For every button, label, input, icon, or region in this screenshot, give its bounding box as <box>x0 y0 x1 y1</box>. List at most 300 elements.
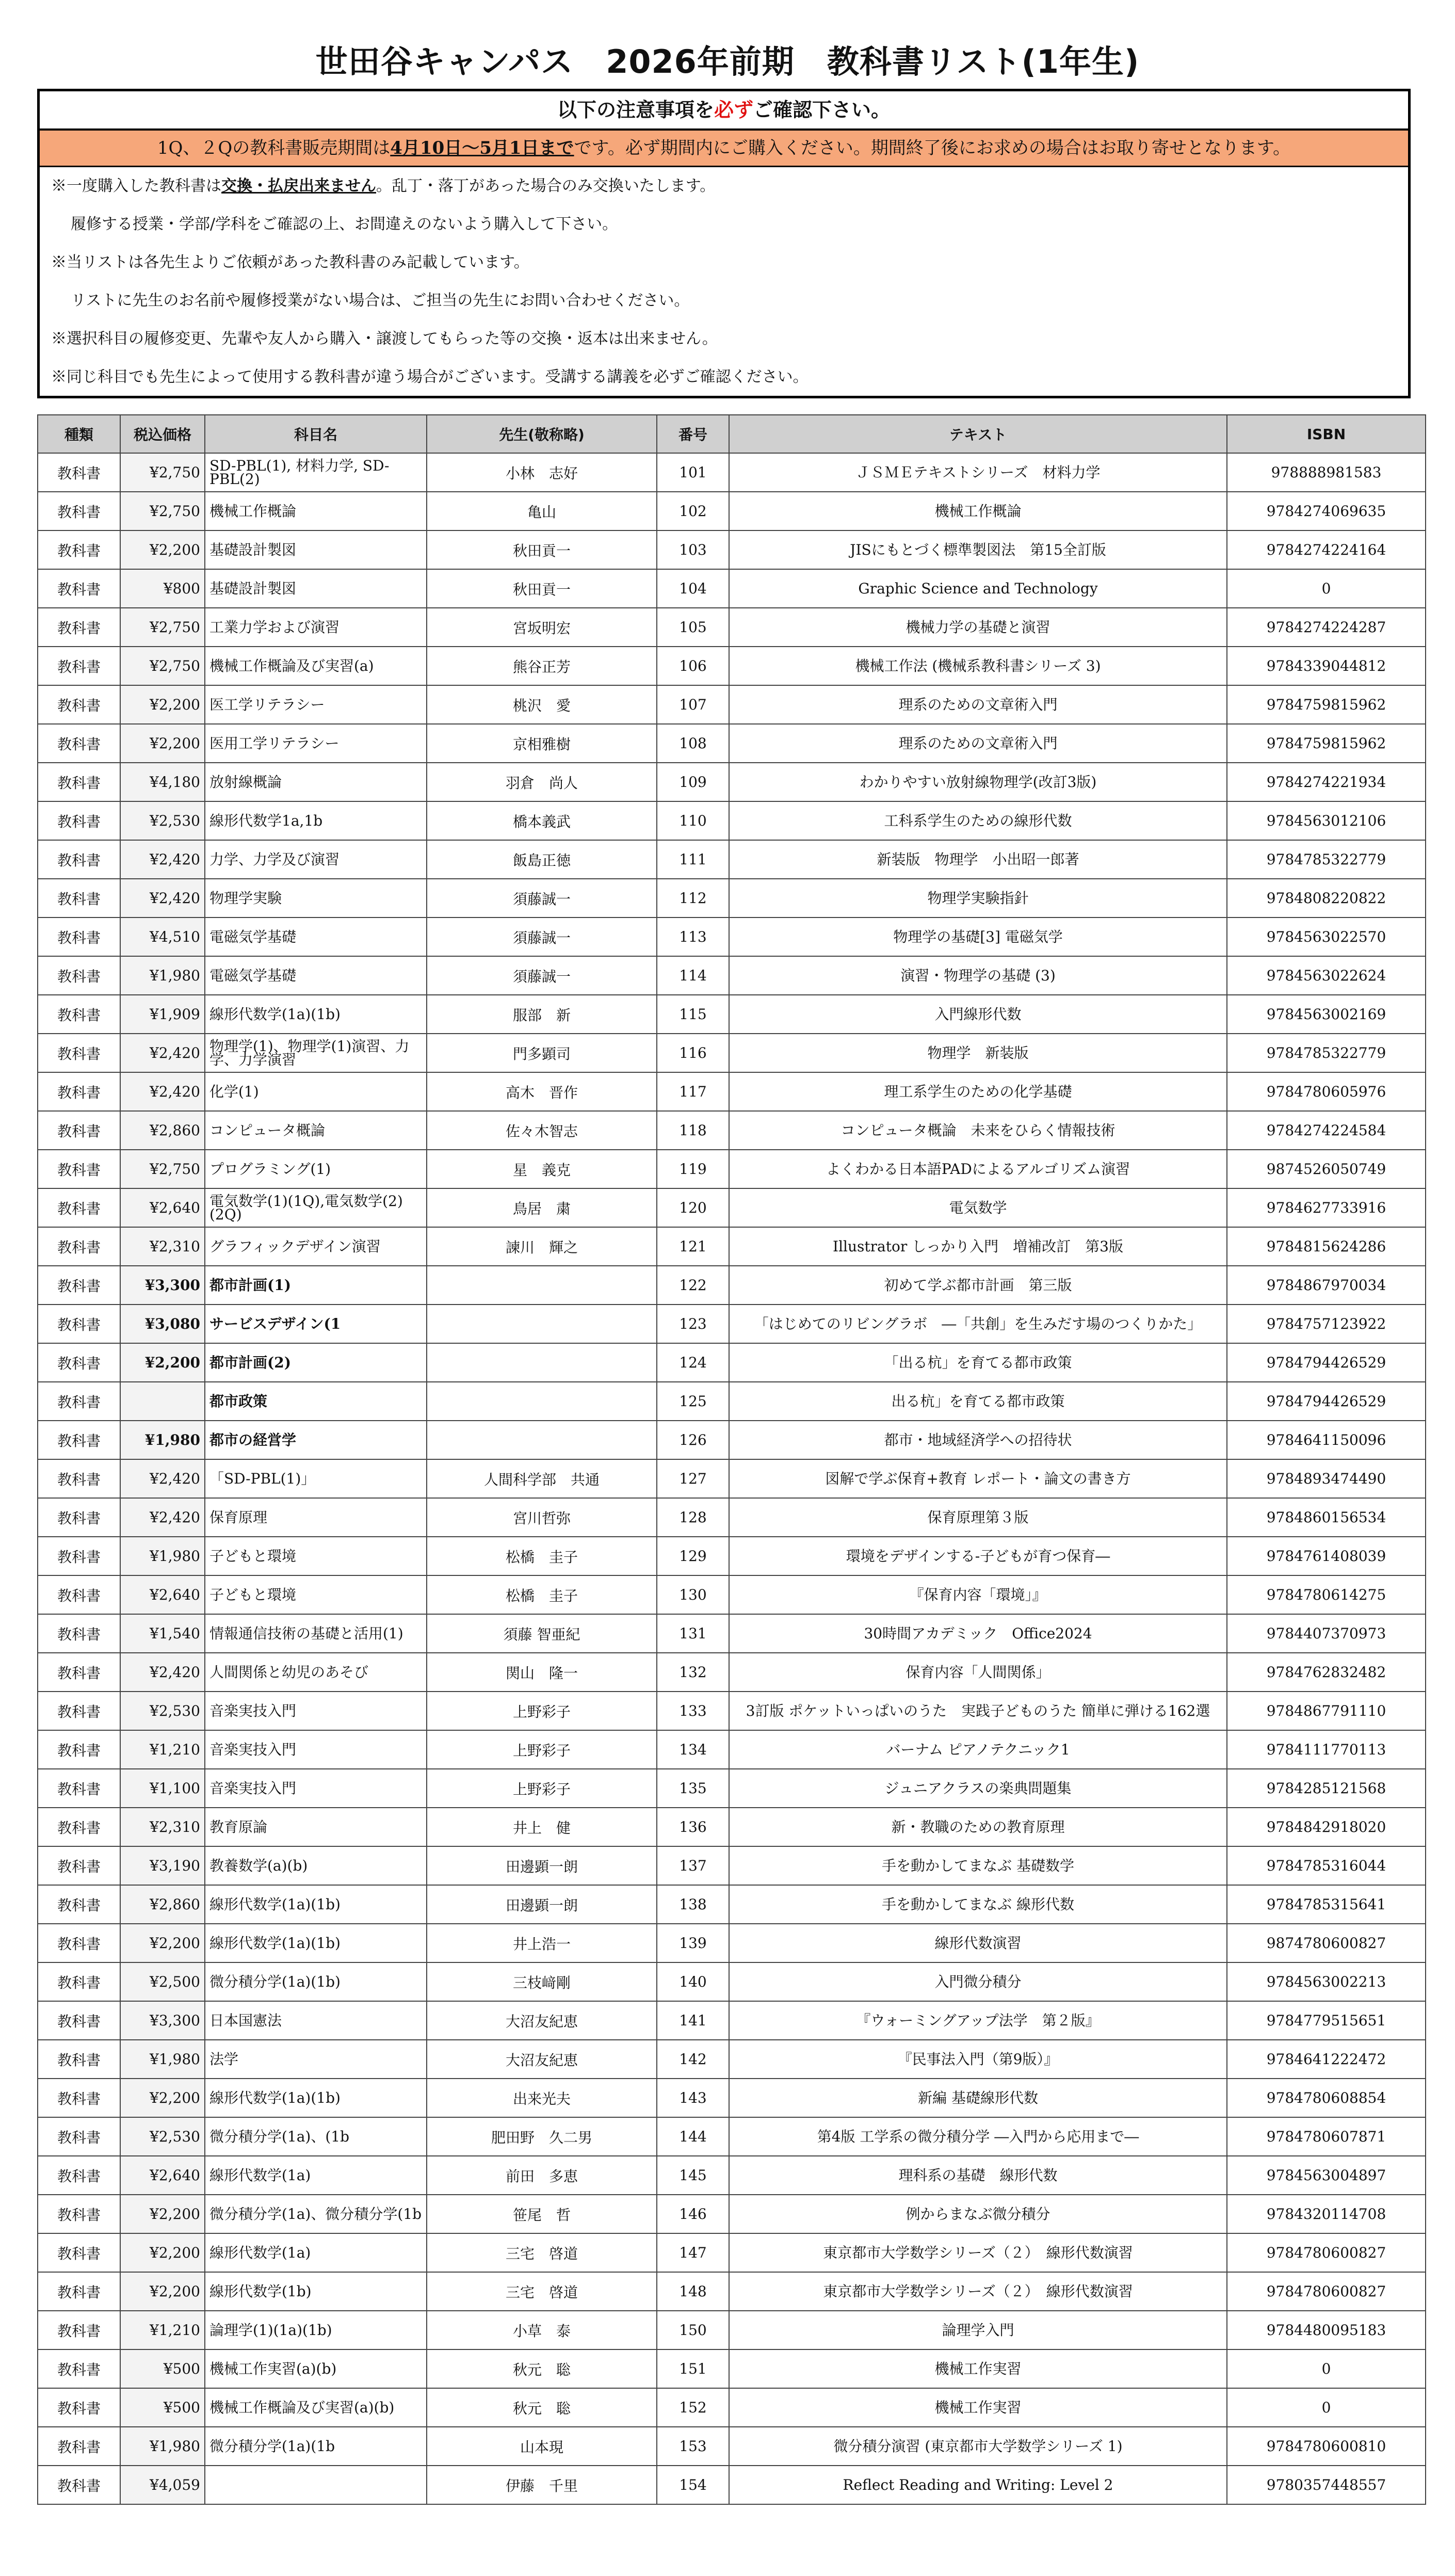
header-teacher: 先生(敬称略) <box>427 415 657 453</box>
cell-price <box>120 1382 205 1421</box>
cell-subject: サービスデザイン(1 <box>205 1305 427 1343</box>
cell-isbn: 9784274221934 <box>1227 763 1426 801</box>
cell-number: 101 <box>657 453 729 492</box>
cell-type: 教科書 <box>38 1885 120 1924</box>
cell-isbn: 9784320114708 <box>1227 2195 1426 2233</box>
cell-price: ¥2,750 <box>120 608 205 647</box>
cell-subject: 化学(1) <box>205 1072 427 1111</box>
cell-isbn: 9784785322779 <box>1227 1034 1426 1072</box>
cell-text: 保育原理第３版 <box>729 1498 1227 1537</box>
cell-price: ¥2,420 <box>120 1459 205 1498</box>
cell-number: 112 <box>657 879 729 917</box>
table-row <box>38 1111 1426 1150</box>
cell-price: ¥1,980 <box>120 1537 205 1575</box>
cell-number: 133 <box>657 1692 729 1730</box>
cell-teacher: 須藤誠一 <box>427 956 657 995</box>
cell-subject: 微分積分学(1a)、微分積分学(1b <box>205 2195 427 2233</box>
cell-number: 118 <box>657 1111 729 1150</box>
cell-text: 機械工作実習 <box>729 2388 1227 2427</box>
notice-line-list: ※当リストは各先生よりご依頼があった教科書のみ記載しています。 <box>51 253 529 271</box>
cell-text: 都市・地域経済学への招待状 <box>729 1421 1227 1459</box>
cell-text: 入門微分積分 <box>729 1962 1227 2001</box>
cell-text: JISにもとづく標準製図法 第15全訂版 <box>729 530 1227 569</box>
cell-number: 116 <box>657 1034 729 1072</box>
cell-type: 教科書 <box>38 453 120 492</box>
cell-type: 教科書 <box>38 685 120 724</box>
cell-isbn: 9784780600827 <box>1227 2272 1426 2311</box>
cell-number: 143 <box>657 2079 729 2117</box>
cell-type: 教科書 <box>38 2466 120 2504</box>
cell-price: ¥2,310 <box>120 1227 205 1266</box>
notice-line-inquiry: リストに先生のお名前や履修授業がない場合は、ご担当の先生にお問い合わせください。 <box>71 292 690 310</box>
cell-text: 第4版 工学系の微分積分学 ―入門から応用まで― <box>729 2117 1227 2156</box>
cell-teacher: 須藤誠一 <box>427 917 657 956</box>
cell-teacher: 須藤誠一 <box>427 879 657 917</box>
cell-number: 147 <box>657 2233 729 2272</box>
table-row <box>38 840 1426 879</box>
table-row <box>38 2388 1426 2427</box>
cell-text: Graphic Science and Technology <box>729 569 1227 608</box>
cell-text: 機械工作実習 <box>729 2349 1227 2388</box>
cell-text: 入門線形代数 <box>729 995 1227 1034</box>
cell-teacher: 飯島正徳 <box>427 840 657 879</box>
cell-text: ジュニアクラスの楽典問題集 <box>729 1769 1227 1808</box>
cell-teacher: 田邊顕一朗 <box>427 1846 657 1885</box>
cell-type: 教科書 <box>38 840 120 879</box>
cell-teacher: 秋田貢一 <box>427 530 657 569</box>
cell-teacher: 田邊顕一朗 <box>427 1885 657 1924</box>
cell-type: 教科書 <box>38 1498 120 1537</box>
cell-price: ¥2,200 <box>120 2195 205 2233</box>
cell-isbn: 9784285121568 <box>1227 1769 1426 1808</box>
table-row <box>38 724 1426 763</box>
table-row <box>38 2466 1426 2504</box>
header-number: 番号 <box>657 415 729 453</box>
cell-subject: 子どもと環境 <box>205 1575 427 1614</box>
table-row <box>38 1962 1426 2001</box>
cell-type: 教科書 <box>38 1692 120 1730</box>
cell-teacher: 山本現 <box>427 2427 657 2466</box>
cell-number: 120 <box>657 1188 729 1227</box>
cell-number: 129 <box>657 1537 729 1575</box>
cell-teacher: 門多顕司 <box>427 1034 657 1072</box>
cell-isbn: 9784761408039 <box>1227 1537 1426 1575</box>
cell-teacher: 松橋 圭子 <box>427 1537 657 1575</box>
cell-number: 135 <box>657 1769 729 1808</box>
notice-line-different-books: ※同じ科目でも先生によって使用する教科書が違う場合がございます。受講する講義を必ずご確認ください。 <box>51 368 809 386</box>
table-row <box>38 1614 1426 1653</box>
cell-teacher <box>427 1305 657 1343</box>
table-row <box>38 1459 1426 1498</box>
cell-isbn: 9784867970034 <box>1227 1266 1426 1305</box>
cell-number: 145 <box>657 2156 729 2195</box>
cell-type: 教科書 <box>38 1575 120 1614</box>
cell-price: ¥1,210 <box>120 2311 205 2349</box>
cell-text: 『ウォーミングアップ法学 第２版』 <box>729 2001 1227 2040</box>
cell-number: 107 <box>657 685 729 724</box>
cell-teacher: 星 義克 <box>427 1150 657 1188</box>
cell-price: ¥500 <box>120 2349 205 2388</box>
cell-number: 123 <box>657 1305 729 1343</box>
cell-isbn: 9784111770113 <box>1227 1730 1426 1769</box>
page-title: 世田谷キャンパス 2026年前期 教科書リスト(1年生) <box>315 43 1140 81</box>
cell-type: 教科書 <box>38 1653 120 1692</box>
cell-number: 138 <box>657 1885 729 1924</box>
table-row <box>38 801 1426 840</box>
cell-text: ＪＳＭＥテキストシリーズ 材料力学 <box>729 453 1227 492</box>
cell-teacher: 笹尾 哲 <box>427 2195 657 2233</box>
cell-type: 教科書 <box>38 2195 120 2233</box>
cell-number: 121 <box>657 1227 729 1266</box>
cell-isbn: 9780357448557 <box>1227 2466 1426 2504</box>
cell-number: 102 <box>657 492 729 530</box>
cell-number: 151 <box>657 2349 729 2388</box>
cell-isbn: 9784759815962 <box>1227 685 1426 724</box>
table-row <box>38 530 1426 569</box>
cell-price: ¥2,420 <box>120 1034 205 1072</box>
cell-isbn: 9784274069635 <box>1227 492 1426 530</box>
cell-type: 教科書 <box>38 2001 120 2040</box>
cell-subject: 電気数学(1)(1Q),電気数学(2)(2Q) <box>205 1188 427 1227</box>
cell-teacher <box>427 1382 657 1421</box>
cell-number: 148 <box>657 2272 729 2311</box>
cell-type: 教科書 <box>38 608 120 647</box>
cell-teacher: 小草 泰 <box>427 2311 657 2349</box>
cell-subject: 物理学実験 <box>205 879 427 917</box>
cell-type: 教科書 <box>38 1924 120 1962</box>
cell-number: 134 <box>657 1730 729 1769</box>
cell-number: 105 <box>657 608 729 647</box>
cell-number: 109 <box>657 763 729 801</box>
cell-subject: グラフィックデザイン演習 <box>205 1227 427 1266</box>
cell-teacher: 諫川 輝之 <box>427 1227 657 1266</box>
table-header-row <box>38 415 1426 453</box>
cell-price: ¥2,860 <box>120 1111 205 1150</box>
cell-text: 理系のための文章術入門 <box>729 685 1227 724</box>
cell-text: 新・教職のための教育原理 <box>729 1808 1227 1846</box>
table-row <box>38 1382 1426 1421</box>
cell-subject: 日本国憲法 <box>205 2001 427 2040</box>
cell-type: 教科書 <box>38 2272 120 2311</box>
cell-type: 教科書 <box>38 1111 120 1150</box>
cell-type: 教科書 <box>38 2040 120 2079</box>
notice-box <box>37 89 1411 398</box>
table-row <box>38 2079 1426 2117</box>
cell-number: 136 <box>657 1808 729 1846</box>
cell-teacher: 須藤 智亜紀 <box>427 1614 657 1653</box>
cell-isbn: 9784563004897 <box>1227 2156 1426 2195</box>
cell-type: 教科書 <box>38 1459 120 1498</box>
cell-isbn: 9784641150096 <box>1227 1421 1426 1459</box>
cell-text: コンピュータ概論 未来をひらく情報技術 <box>729 1111 1227 1150</box>
cell-text: 新編 基礎線形代数 <box>729 2079 1227 2117</box>
table-row <box>38 879 1426 917</box>
table-row <box>38 453 1426 492</box>
cell-price: ¥2,530 <box>120 801 205 840</box>
cell-teacher: 上野彩子 <box>427 1769 657 1808</box>
cell-price: ¥2,200 <box>120 2233 205 2272</box>
cell-price: ¥1,100 <box>120 1769 205 1808</box>
table-row <box>38 995 1426 1034</box>
cell-isbn: 9784339044812 <box>1227 647 1426 685</box>
cell-type: 教科書 <box>38 1382 120 1421</box>
cell-text: 機械工作法 (機械系教科書シリーズ 3) <box>729 647 1227 685</box>
notice-exchange-text: ※一度購入した教科書は <box>51 177 221 195</box>
table-row <box>38 1266 1426 1305</box>
cell-price: ¥1,980 <box>120 956 205 995</box>
table-row <box>38 1150 1426 1188</box>
cell-type: 教科書 <box>38 763 120 801</box>
table-row <box>38 1846 1426 1885</box>
cell-price: ¥2,640 <box>120 1188 205 1227</box>
cell-subject: プログラミング(1) <box>205 1150 427 1188</box>
notice-line-check: 履修する授業・学部/学科をご確認の上、お間違えのないよう購入して下さい。 <box>71 215 618 233</box>
cell-price: ¥2,640 <box>120 1575 205 1614</box>
cell-teacher: 橋本義武 <box>427 801 657 840</box>
cell-subject: 保育原理 <box>205 1498 427 1537</box>
cell-subject: 線形代数学(1a)(1b) <box>205 1885 427 1924</box>
cell-text: 『民事法入門（第9版）』 <box>729 2040 1227 2079</box>
table-row <box>38 492 1426 530</box>
cell-teacher: 小林 志好 <box>427 453 657 492</box>
cell-number: 110 <box>657 801 729 840</box>
cell-isbn: 0 <box>1227 569 1426 608</box>
cell-price: ¥2,200 <box>120 2272 205 2311</box>
cell-number: 141 <box>657 2001 729 2040</box>
table-row <box>38 917 1426 956</box>
cell-teacher: 大沼友紀恵 <box>427 2001 657 2040</box>
cell-price: ¥1,540 <box>120 1614 205 1653</box>
table-row <box>38 2311 1426 2349</box>
cell-isbn: 9784780600810 <box>1227 2427 1426 2466</box>
cell-price: ¥2,750 <box>120 647 205 685</box>
cell-price: ¥2,200 <box>120 2079 205 2117</box>
cell-type: 教科書 <box>38 801 120 840</box>
cell-number: 152 <box>657 2388 729 2427</box>
table-row <box>38 1653 1426 1692</box>
cell-isbn: 9784274224584 <box>1227 1111 1426 1150</box>
cell-subject: 基礎設計製図 <box>205 569 427 608</box>
cell-teacher: 服部 新 <box>427 995 657 1034</box>
cell-subject <box>205 2466 427 2504</box>
table-row <box>38 1034 1426 1072</box>
cell-type: 教科書 <box>38 1846 120 1885</box>
cell-subject: 都市計画(1) <box>205 1266 427 1305</box>
cell-price: ¥2,530 <box>120 2117 205 2156</box>
cell-teacher: 井上浩一 <box>427 1924 657 1962</box>
table-row <box>38 2233 1426 2272</box>
cell-number: 111 <box>657 840 729 879</box>
table-row <box>38 2349 1426 2388</box>
cell-teacher: 鳥居 粛 <box>427 1188 657 1227</box>
cell-price: ¥800 <box>120 569 205 608</box>
cell-subject: 情報通信技術の基礎と活用(1) <box>205 1614 427 1653</box>
cell-isbn: 9784480095183 <box>1227 2311 1426 2349</box>
table-row <box>38 2001 1426 2040</box>
cell-type: 教科書 <box>38 1266 120 1305</box>
cell-number: 142 <box>657 2040 729 2079</box>
cell-isbn: 9784563022624 <box>1227 956 1426 995</box>
cell-number: 153 <box>657 2427 729 2466</box>
cell-text: 理科系の基礎 線形代数 <box>729 2156 1227 2195</box>
cell-isbn: 9874526050749 <box>1227 1150 1426 1188</box>
header-price: 税込価格 <box>120 415 205 453</box>
table-row <box>38 685 1426 724</box>
cell-price: ¥1,210 <box>120 1730 205 1769</box>
cell-teacher: 前田 多恵 <box>427 2156 657 2195</box>
cell-subject: 都市計画(2) <box>205 1343 427 1382</box>
cell-price: ¥2,530 <box>120 1692 205 1730</box>
cell-teacher: 上野彩子 <box>427 1692 657 1730</box>
cell-text: 電気数学 <box>729 1188 1227 1227</box>
cell-type: 教科書 <box>38 1769 120 1808</box>
cell-text: 出る杭」を育てる都市政策 <box>729 1382 1227 1421</box>
cell-type: 教科書 <box>38 2233 120 2272</box>
cell-price: ¥4,059 <box>120 2466 205 2504</box>
cell-type: 教科書 <box>38 1808 120 1846</box>
table-row <box>38 1227 1426 1266</box>
table-row <box>38 2040 1426 2079</box>
cell-teacher: 桃沢 愛 <box>427 685 657 724</box>
cell-teacher: 人間科学部 共通 <box>427 1459 657 1498</box>
cell-type: 教科書 <box>38 2079 120 2117</box>
cell-price: ¥2,310 <box>120 1808 205 1846</box>
cell-price: ¥500 <box>120 2388 205 2427</box>
table-row <box>38 1692 1426 1730</box>
header-text: テキスト <box>729 415 1227 453</box>
cell-type: 教科書 <box>38 1421 120 1459</box>
cell-isbn: 9784641222472 <box>1227 2040 1426 2079</box>
notice-exchange-text-end: 。乱丁・落丁があった場合のみ交換いたします。 <box>376 177 716 195</box>
cell-price: ¥1,980 <box>120 2040 205 2079</box>
cell-isbn: 9784563002169 <box>1227 995 1426 1034</box>
cell-type: 教科書 <box>38 530 120 569</box>
cell-type: 教科書 <box>38 569 120 608</box>
notice-line-exchange <box>40 167 1408 205</box>
cell-text: 30時間アカデミック Office2024 <box>729 1614 1227 1653</box>
notice-header <box>40 91 1408 131</box>
cell-number: 146 <box>657 2195 729 2233</box>
cell-subject: 音楽実技入門 <box>205 1730 427 1769</box>
cell-text: 新装版 物理学 小出昭一郎著 <box>729 840 1227 879</box>
cell-price: ¥2,200 <box>120 1924 205 1962</box>
cell-type: 教科書 <box>38 2388 120 2427</box>
cell-number: 139 <box>657 1924 729 1962</box>
cell-type: 教科書 <box>38 1305 120 1343</box>
cell-number: 122 <box>657 1266 729 1305</box>
cell-price: ¥2,750 <box>120 1150 205 1188</box>
cell-subject: 音楽実技入門 <box>205 1692 427 1730</box>
cell-type: 教科書 <box>38 1227 120 1266</box>
cell-price: ¥2,200 <box>120 685 205 724</box>
notice-header-text-end: ご確認下さい。 <box>753 99 891 121</box>
cell-subject: 線形代数学1a,1b <box>205 801 427 840</box>
notice-line-no-return: ※選択科目の履修変更、先輩や友人から購入・譲渡してもらった等の交換・返本は出来ません。 <box>51 330 718 348</box>
table-row <box>38 1421 1426 1459</box>
cell-type: 教科書 <box>38 1614 120 1653</box>
cell-subject: 微分積分学(1a)(1b) <box>205 1962 427 2001</box>
cell-isbn: 9784794426529 <box>1227 1343 1426 1382</box>
cell-teacher: 羽倉 尚人 <box>427 763 657 801</box>
cell-text: 3訂版 ポケットいっぱいのうた 実践子どものうた 簡単に弾ける162選 <box>729 1692 1227 1730</box>
cell-isbn: 9784563012106 <box>1227 801 1426 840</box>
cell-teacher: 出来光夫 <box>427 2079 657 2117</box>
cell-subject: 教育原論 <box>205 1808 427 1846</box>
cell-text: 東京都市大学数学シリーズ（２） 線形代数演習 <box>729 2233 1227 2272</box>
cell-subject: 線形代数学(1a) <box>205 2233 427 2272</box>
cell-text: 「出る杭」を育てる都市政策 <box>729 1343 1227 1382</box>
cell-subject: 工業力学および演習 <box>205 608 427 647</box>
cell-price: ¥2,420 <box>120 840 205 879</box>
cell-subject: 子どもと環境 <box>205 1537 427 1575</box>
cell-isbn: 9784563002213 <box>1227 1962 1426 2001</box>
cell-teacher: 伊藤 千里 <box>427 2466 657 2504</box>
cell-isbn: 9874780600827 <box>1227 1924 1426 1962</box>
cell-number: 113 <box>657 917 729 956</box>
cell-text: 理系のための文章術入門 <box>729 724 1227 763</box>
cell-text: 例からまなぶ微分積分 <box>729 2195 1227 2233</box>
cell-number: 124 <box>657 1343 729 1382</box>
cell-price: ¥3,300 <box>120 1266 205 1305</box>
cell-price: ¥2,860 <box>120 1885 205 1924</box>
cell-subject: 医工学リテラシー <box>205 685 427 724</box>
table-row <box>38 1537 1426 1575</box>
cell-number: 119 <box>657 1150 729 1188</box>
cell-subject: 線形代数学(1a)(1b) <box>205 2079 427 2117</box>
cell-teacher: 関山 隆一 <box>427 1653 657 1692</box>
cell-subject: 都市政策 <box>205 1382 427 1421</box>
cell-teacher <box>427 1343 657 1382</box>
cell-type: 教科書 <box>38 1034 120 1072</box>
cell-price: ¥2,750 <box>120 492 205 530</box>
table-row <box>38 2272 1426 2311</box>
cell-type: 教科書 <box>38 2117 120 2156</box>
cell-isbn: 9784780607871 <box>1227 2117 1426 2156</box>
cell-teacher <box>427 1266 657 1305</box>
cell-price: ¥1,980 <box>120 1421 205 1459</box>
cell-type: 教科書 <box>38 724 120 763</box>
cell-teacher: 京相雅樹 <box>427 724 657 763</box>
cell-type: 教科書 <box>38 1962 120 2001</box>
cell-teacher: 秋田貢一 <box>427 569 657 608</box>
cell-isbn: 9784785315641 <box>1227 1885 1426 1924</box>
table-row <box>38 1575 1426 1614</box>
cell-isbn: 9784762832482 <box>1227 1653 1426 1692</box>
cell-price: ¥4,510 <box>120 917 205 956</box>
textbook-table <box>37 414 1426 2505</box>
cell-isbn: 9784274224164 <box>1227 530 1426 569</box>
cell-isbn: 9784785316044 <box>1227 1846 1426 1885</box>
cell-type: 教科書 <box>38 1188 120 1227</box>
cell-price: ¥2,200 <box>120 530 205 569</box>
cell-price: ¥2,420 <box>120 1653 205 1692</box>
cell-type: 教科書 <box>38 492 120 530</box>
header-type: 種類 <box>38 415 120 453</box>
table-row <box>38 956 1426 995</box>
cell-subject: 都市の経営学 <box>205 1421 427 1459</box>
cell-teacher: 肥田野 久二男 <box>427 2117 657 2156</box>
cell-number: 150 <box>657 2311 729 2349</box>
table-row <box>38 2427 1426 2466</box>
cell-text: 初めて学ぶ都市計画 第三版 <box>729 1266 1227 1305</box>
table-row <box>38 569 1426 608</box>
cell-subject: 医用工学リテラシー <box>205 724 427 763</box>
cell-number: 137 <box>657 1846 729 1885</box>
cell-number: 132 <box>657 1653 729 1692</box>
cell-isbn: 9784274224287 <box>1227 608 1426 647</box>
cell-subject: 微分積分学(1a)、(1b <box>205 2117 427 2156</box>
cell-text: 手を動かしてまなぶ 基礎数学 <box>729 1846 1227 1885</box>
